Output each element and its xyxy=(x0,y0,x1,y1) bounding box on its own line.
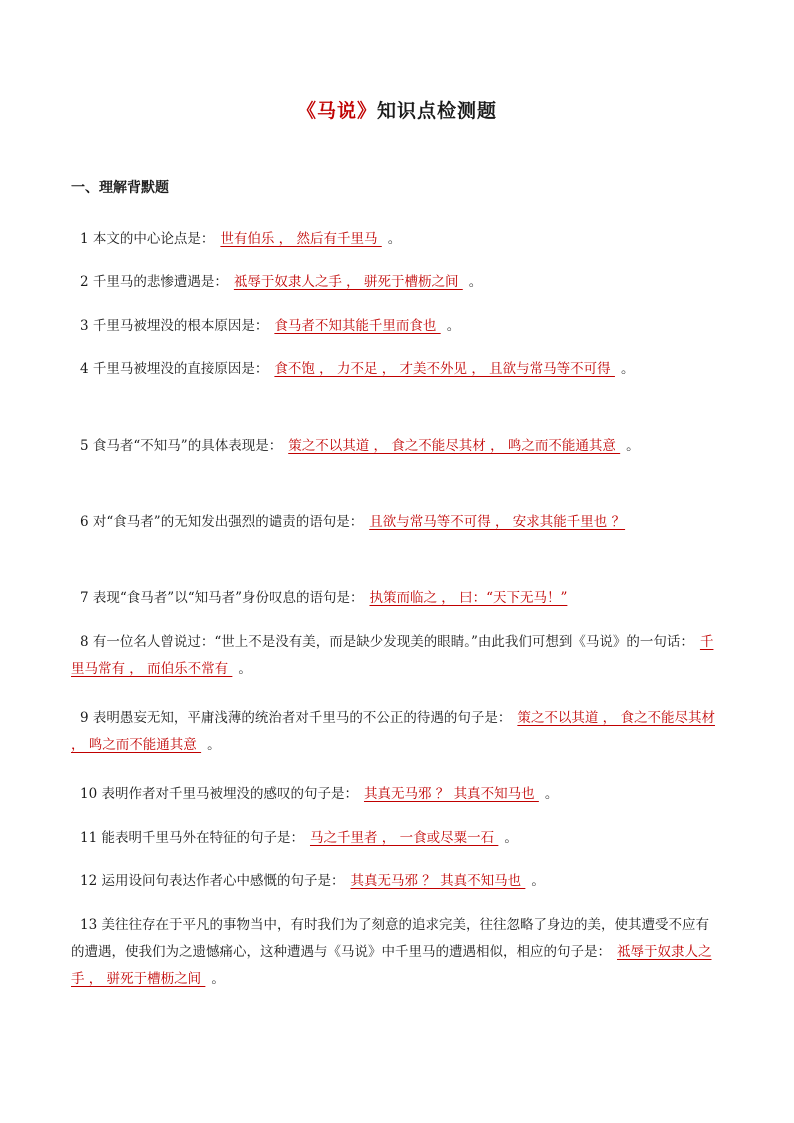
question-end: 。 xyxy=(238,661,252,677)
question-6 xyxy=(71,509,721,536)
question-text: 有一位名人曾说过：“世上不是没有美，而是缺少发现美的眼睛。”由此我们可想到《马说》的一句话： xyxy=(88,634,694,650)
question-end: 。 xyxy=(531,873,545,889)
question-3 xyxy=(71,313,721,340)
question-text: 能表明千里马外在特征的句子是： xyxy=(97,830,304,846)
question-text: 千里马被埋没的直接原因是： xyxy=(88,361,269,377)
answer-text: 其真无马邪 ？ 其真不知马也 xyxy=(350,873,526,889)
question-10 xyxy=(71,781,721,808)
question-text: 千里马被埋没的根本原因是： xyxy=(88,318,269,334)
answer-text: 策之不以其道 ， 食之不能尽其材 ， 鸣之而不能通其意 xyxy=(71,710,715,753)
question-number: 10 xyxy=(80,786,98,802)
question-4 xyxy=(71,356,721,383)
question-number: 4 xyxy=(80,361,89,377)
question-text: 美往往存在于平凡的事物当中，有时我们为了刻意的追求完美，往往忽略了身边的美，使其遭受不应有的遭遇，使我们为之遗憾痛心，这种遭遇与《马说》中千里马的遭遇相似，相应的句子是： xyxy=(71,917,709,960)
answer-text: 马之千里者 ， 一食或尽粟一石 xyxy=(309,830,499,846)
question-text: 运用设问句表达作者心中感慨的句子是： xyxy=(97,873,345,889)
question-number: 7 xyxy=(80,590,89,606)
question-text: 对“食马者”的无知发出强烈的谴责的语句是： xyxy=(88,514,364,530)
question-text: 千里马的悲惨遭遇是： xyxy=(88,274,228,290)
question-end: 。 xyxy=(626,438,640,454)
answer-text: 执策而临之 ， 曰：“天下无马！” xyxy=(369,590,568,606)
question-number: 6 xyxy=(80,514,89,530)
question-8 xyxy=(71,629,721,683)
question-end: 。 xyxy=(544,786,559,802)
question-text: 表明愚妄无知，平庸浅薄的统治者对千里马的不公正的待遇的句子是： xyxy=(88,710,512,726)
question-number: 12 xyxy=(80,873,98,889)
question-number: 9 xyxy=(80,710,89,726)
question-number: 5 xyxy=(80,438,89,454)
question-13 xyxy=(71,912,721,993)
answer-text: 食马者不知其能千里而食也 xyxy=(274,318,441,334)
question-end: 。 xyxy=(620,361,635,377)
question-number: 2 xyxy=(80,274,89,290)
question-end: 。 xyxy=(387,231,402,247)
question-number: 13 xyxy=(80,917,98,933)
question-11 xyxy=(71,825,721,852)
question-1 xyxy=(71,226,721,253)
question-5 xyxy=(71,433,721,460)
answer-text: 其真无马邪 ？ 其真不知马也 xyxy=(363,786,539,802)
question-end: 。 xyxy=(504,830,518,846)
question-text: 表现“食马者”以“知马者”身份叹息的语句是： xyxy=(88,590,364,606)
question-text: 本文的中心论点是： xyxy=(88,231,215,247)
question-number: 3 xyxy=(80,318,89,334)
answer-text: 祗辱于奴隶人之手 ， 骈死于槽枥之间 xyxy=(71,944,712,987)
title-book-name: 《马说》 xyxy=(296,100,377,122)
question-number: 8 xyxy=(80,634,89,650)
answer-text: 祗辱于奴隶人之手 ， 骈死于槽枥之间 xyxy=(233,274,463,290)
question-9 xyxy=(71,705,721,759)
question-7 xyxy=(71,585,721,612)
title-rest: 知识点检测题 xyxy=(377,100,498,122)
answer-text: 千里马常有 ， 而伯乐不常有 xyxy=(71,634,714,677)
section-heading: 一、理解背默题 xyxy=(71,180,169,196)
question-end: 。 xyxy=(207,737,221,753)
question-end: 。 xyxy=(446,318,461,334)
answer-text: 食不饱 ， 力不足 ， 才美不外见 ， 且欲与常马等不可得 xyxy=(274,361,615,377)
question-number: 1 xyxy=(80,231,89,247)
question-2 xyxy=(71,269,721,296)
answer-text: 且欲与常马等不可得 ， 安求其能千里也 ？ xyxy=(369,514,626,530)
answer-text: 策之不以其道 ， 食之不能尽其材 ， 鸣之而不能通其意 xyxy=(288,438,621,454)
question-12 xyxy=(71,868,721,895)
page-title xyxy=(0,96,794,123)
answer-text: 世有伯乐 ， 然后有千里马 xyxy=(220,231,382,247)
question-end: 。 xyxy=(468,274,483,290)
question-text: 表明作者对千里马被埋没的感叹的句子是： xyxy=(97,786,358,802)
question-end: 。 xyxy=(211,971,225,987)
question-number: 11 xyxy=(80,830,98,846)
question-text: 食马者“不知马”的具体表现是： xyxy=(88,438,283,454)
